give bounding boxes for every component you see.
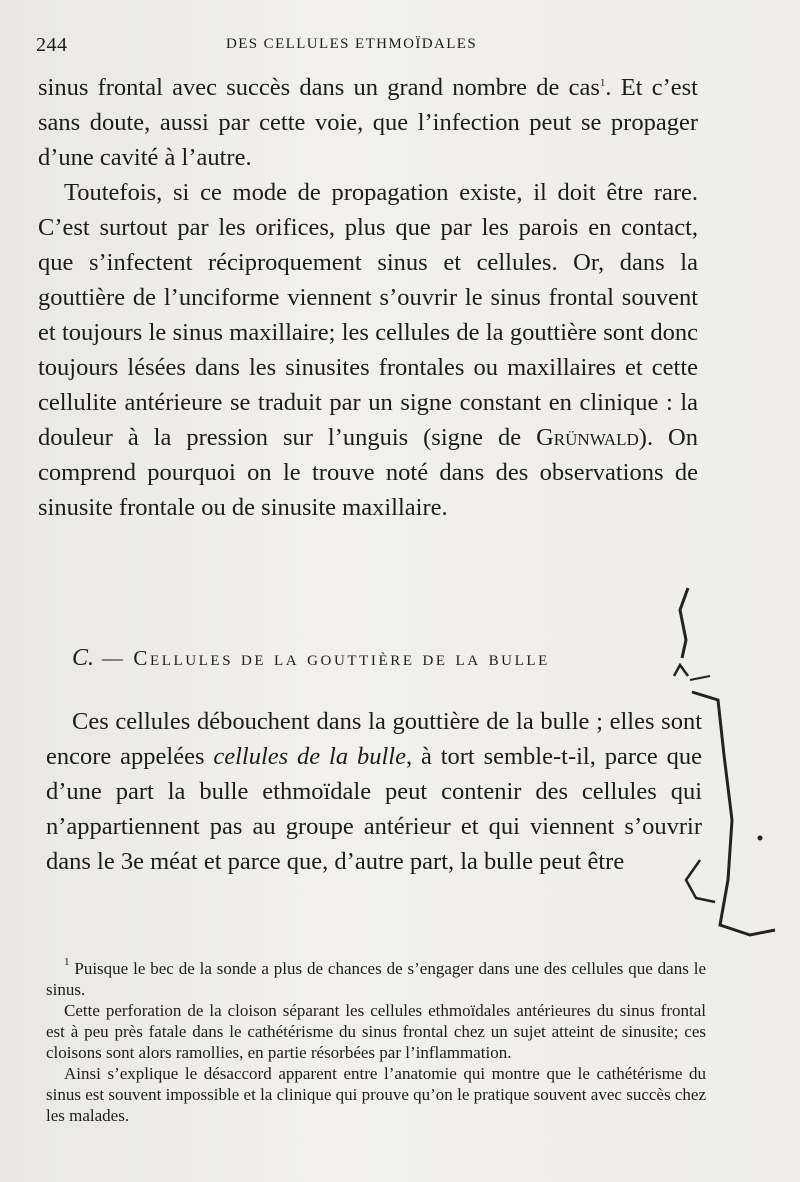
footnote-paragraph: Ainsi s’explique le désaccord apparent entre l’anatomie qui montre que le cathétérisme du sinus est souvent impossible et la clinique qui prouve qu’on le pratique souvent avec succès chez les malades.	[46, 1064, 706, 1125]
author-name: Grünwald	[536, 424, 639, 451]
page-header	[36, 34, 700, 58]
footnote-number: 1	[64, 956, 70, 968]
page-number: 244	[36, 34, 68, 56]
footnote: $^1$ Puisque le bec de la sonde a plus de chances de s’engager dans une des cellules que dans le sinus.	[46, 956, 706, 999]
main-text	[38, 70, 698, 525]
italic-term: cellules de la bulle	[213, 743, 406, 770]
footnotes	[46, 958, 706, 1126]
section-text	[46, 704, 702, 879]
paragraph: Toutefois, si ce mode de propagation existe, il doit être rare. C’est surtout par les orifices, plus que par les parois en contact, que s’infectent réciproquement sinus et cellules. Or, dans la gouttière de l’unciforme viennent s’ouvrir le sinus frontal souvent et toujours le sinus maxillaire; les cellules de la gouttière sont donc toujours lésées dans les sinusites frontales ou maxillaires et cette cellulite antérieure se traduit par un signe constant en clinique : la douleur à la pression sur l’unguis (signe de Grünwald). On comprend pourquoi on le trouve noté dans des observations de sinusite frontale ou de sinusite maxillaire.	[38, 179, 698, 521]
section-heading	[72, 645, 692, 672]
running-head: DES CELLULES ETHMOÏDALES	[226, 36, 478, 52]
section-letter: C.	[72, 645, 95, 671]
footnote-paragraph: Cette perforation de la cloison séparant les cellules ethmoïdales antérieures du sinus frontal est à peu près fatale dans le cathétérisme du sinus frontal chez un sujet atteint de sinusite; ces cloisons sont alors ramollies, en partie résorbées par l’inflammation.	[46, 1001, 706, 1062]
section-title: Cellules de la gouttière de la bulle	[133, 646, 550, 670]
paragraph-continuation: sinus frontal avec succès dans un grand nombre de cas$^1$. Et c’est sans doute, aussi par cette voie, que l’infection peut se propager d’une cavité à l’autre.	[38, 74, 698, 171]
footnote-marker: 1	[599, 77, 606, 89]
section-dash: —	[101, 646, 126, 670]
paragraph: Ces cellules débouchent dans la gouttière de la bulle ; elles sont encore appelées cellules de la bulle, à tort semble-t-il, parce que d’une part la bulle ethmoïdale peut contenir des cellules qui n’appartiennent pas au groupe antérieur et qui viennent s’ouvrir dans le 3e méat et parce que, d’autre part, la bulle peut être	[46, 708, 702, 875]
pencil-annotation-mark	[640, 580, 800, 960]
